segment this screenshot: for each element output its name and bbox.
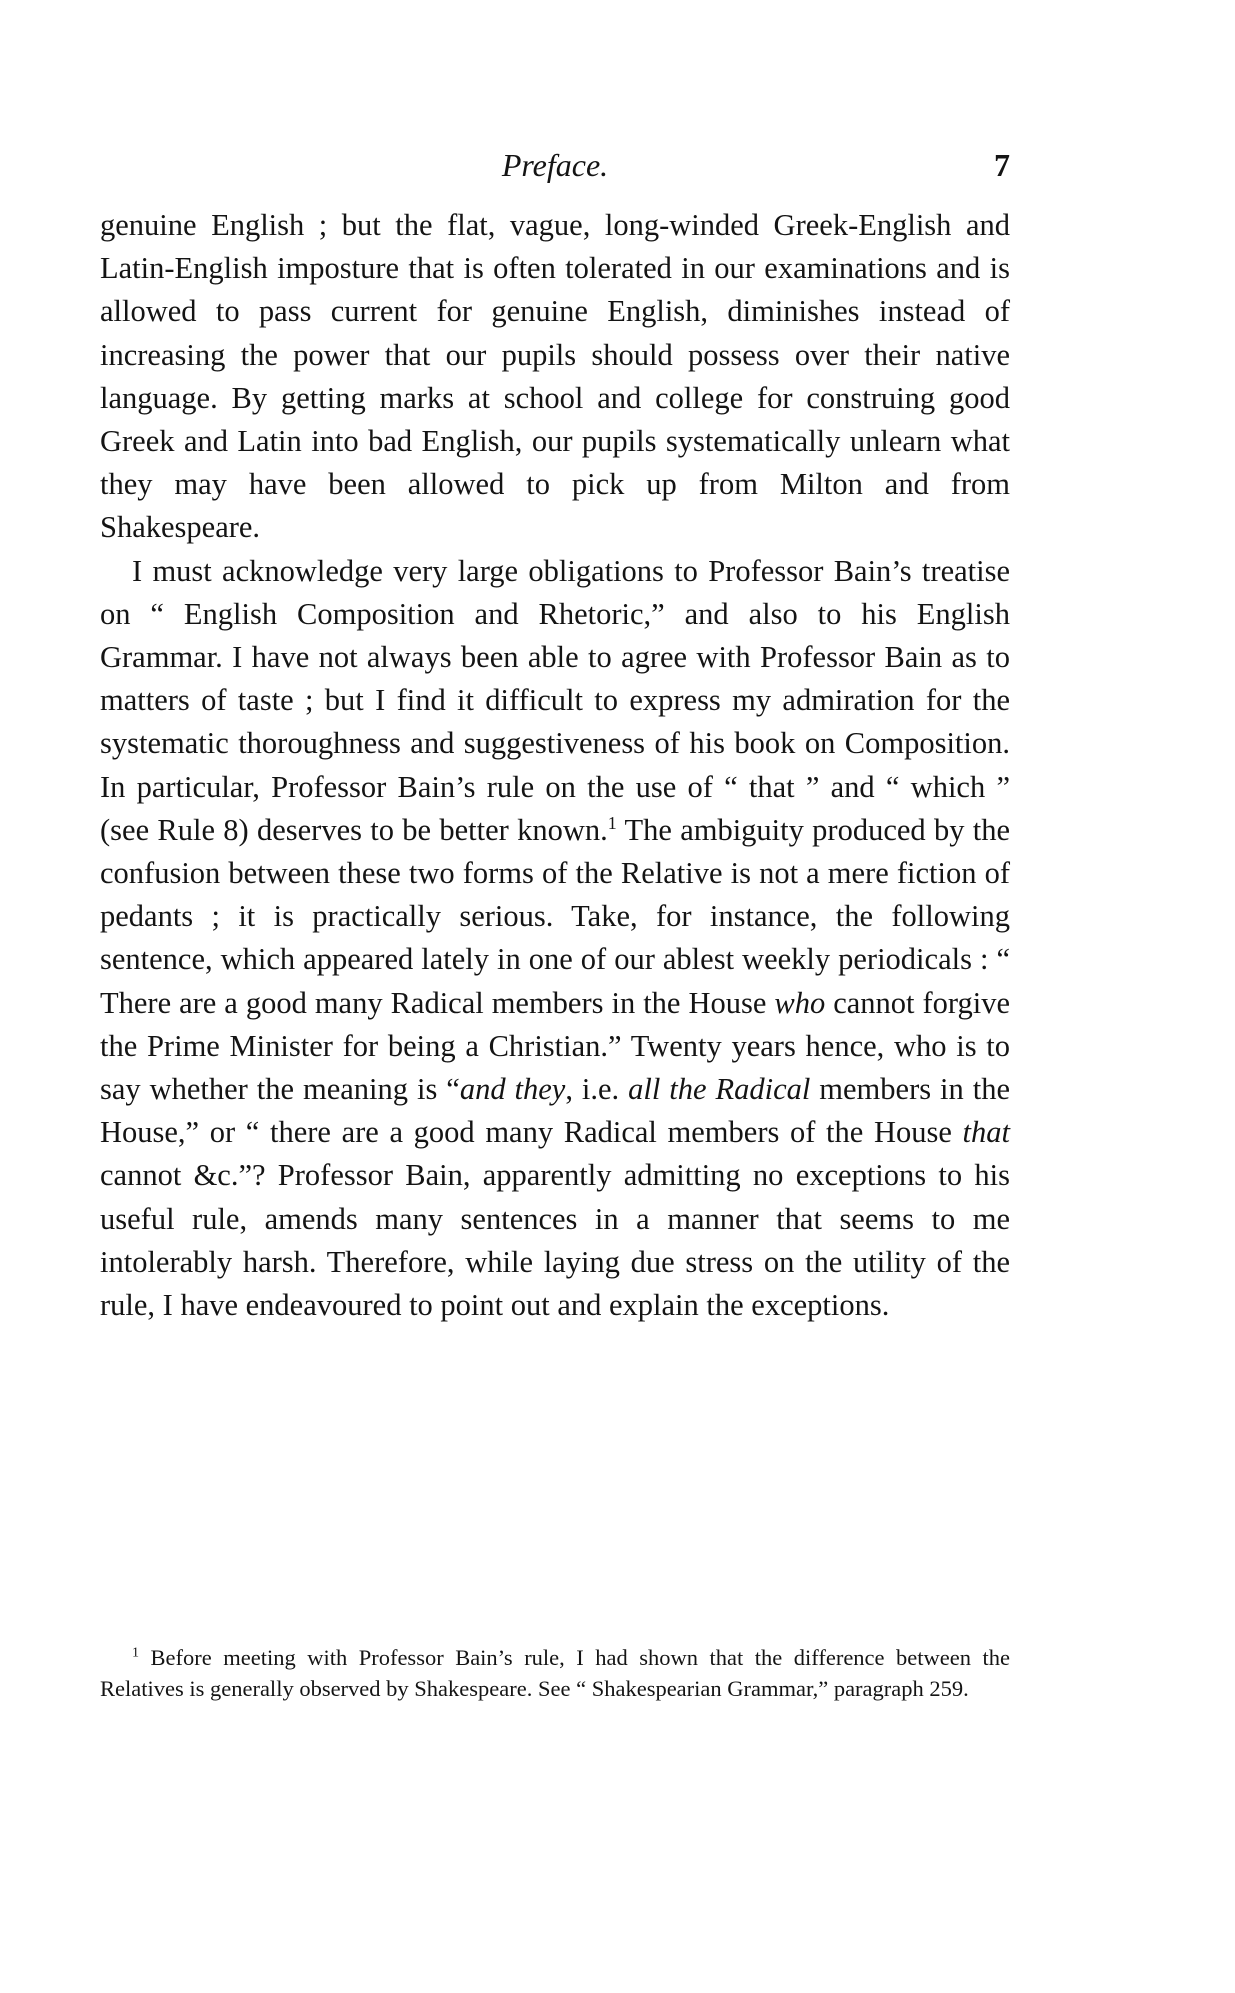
- paragraph-2-part-2: The ambiguity produced by the confusion between these two forms of the Relative is not a mere fiction of pedants ; it is practically serious. Take, for instance, the following sentence, which appeared lately in one of our ablest weekly periodicals : “ There are a good many Radical members in the House: [100, 812, 1010, 1020]
- footnote-text: Before meeting with Professor Bain’s rule, I had shown that the difference between the Relatives is generally observed by Shakespeare. See “ Shakespearian Grammar,” paragraph 259.: [100, 1645, 1010, 1701]
- running-head: [100, 140, 1010, 190]
- paragraph-2-part-1: I must acknowledge very large obligations to Professor Bain’s treatise on “ English Composition and Rhetoric,” and also to his English Grammar. I have not always been able to agree with Professor Bain as to matters of taste ; but I find it difficult to express my admiration for the systematic thoroughness and suggestiveness of his book on Composition. In particular, Professor Bain’s rule on the use of “ that ” and “ which ” (see Rule 8) deserves to be better known.: [100, 553, 1010, 847]
- paragraph-1: genuine English ; but the flat, vague, long-winded Greek-English and Latin-English imposture that is often tolerated in our examinations and is allowed to pass current for genuine English, diminishes instead of increasing the power that our pupils should possess over their native language. By getting marks at school and college for construing good Greek and Latin into bad English, our pupils systematically unlearn what they may have been allowed to pick up from Milton and from Shakespeare.: [100, 208, 1010, 545]
- paragraph-2-part-4: , i.e.: [565, 1072, 629, 1107]
- footnote: [100, 1642, 1010, 1704]
- italic-and-they: and they: [459, 1072, 566, 1107]
- paragraph-2-part-3: cannot forgive the Prime Minister for being a Christian.” Twenty years hence, who is to say whether the meaning is “: [100, 985, 1010, 1107]
- paragraph-2-part-6: cannot &c.”? Professor Bain, apparently admitting no exceptions to his useful rule, amends many sentences in a manner that seems to me intolerably harsh. Therefore, while laying due stress on the utility of the rule, I have endeavoured to point out and explain the exceptions.: [100, 1158, 1010, 1323]
- body-text: [100, 204, 1010, 1327]
- italic-who: who: [774, 985, 826, 1020]
- footnote-reference: 1: [607, 812, 617, 833]
- running-title: Preface.: [501, 147, 609, 183]
- paragraph-2-part-5: members in the House,” or “ there are a good many Radical members of the House: [100, 1072, 1010, 1150]
- paragraph-2: [100, 550, 1010, 1328]
- italic-that: that: [962, 1115, 1010, 1150]
- italic-all-the-radical: all the Radical: [628, 1072, 811, 1107]
- page-number: 7: [994, 147, 1010, 183]
- footnote-marker: 1: [132, 1645, 139, 1661]
